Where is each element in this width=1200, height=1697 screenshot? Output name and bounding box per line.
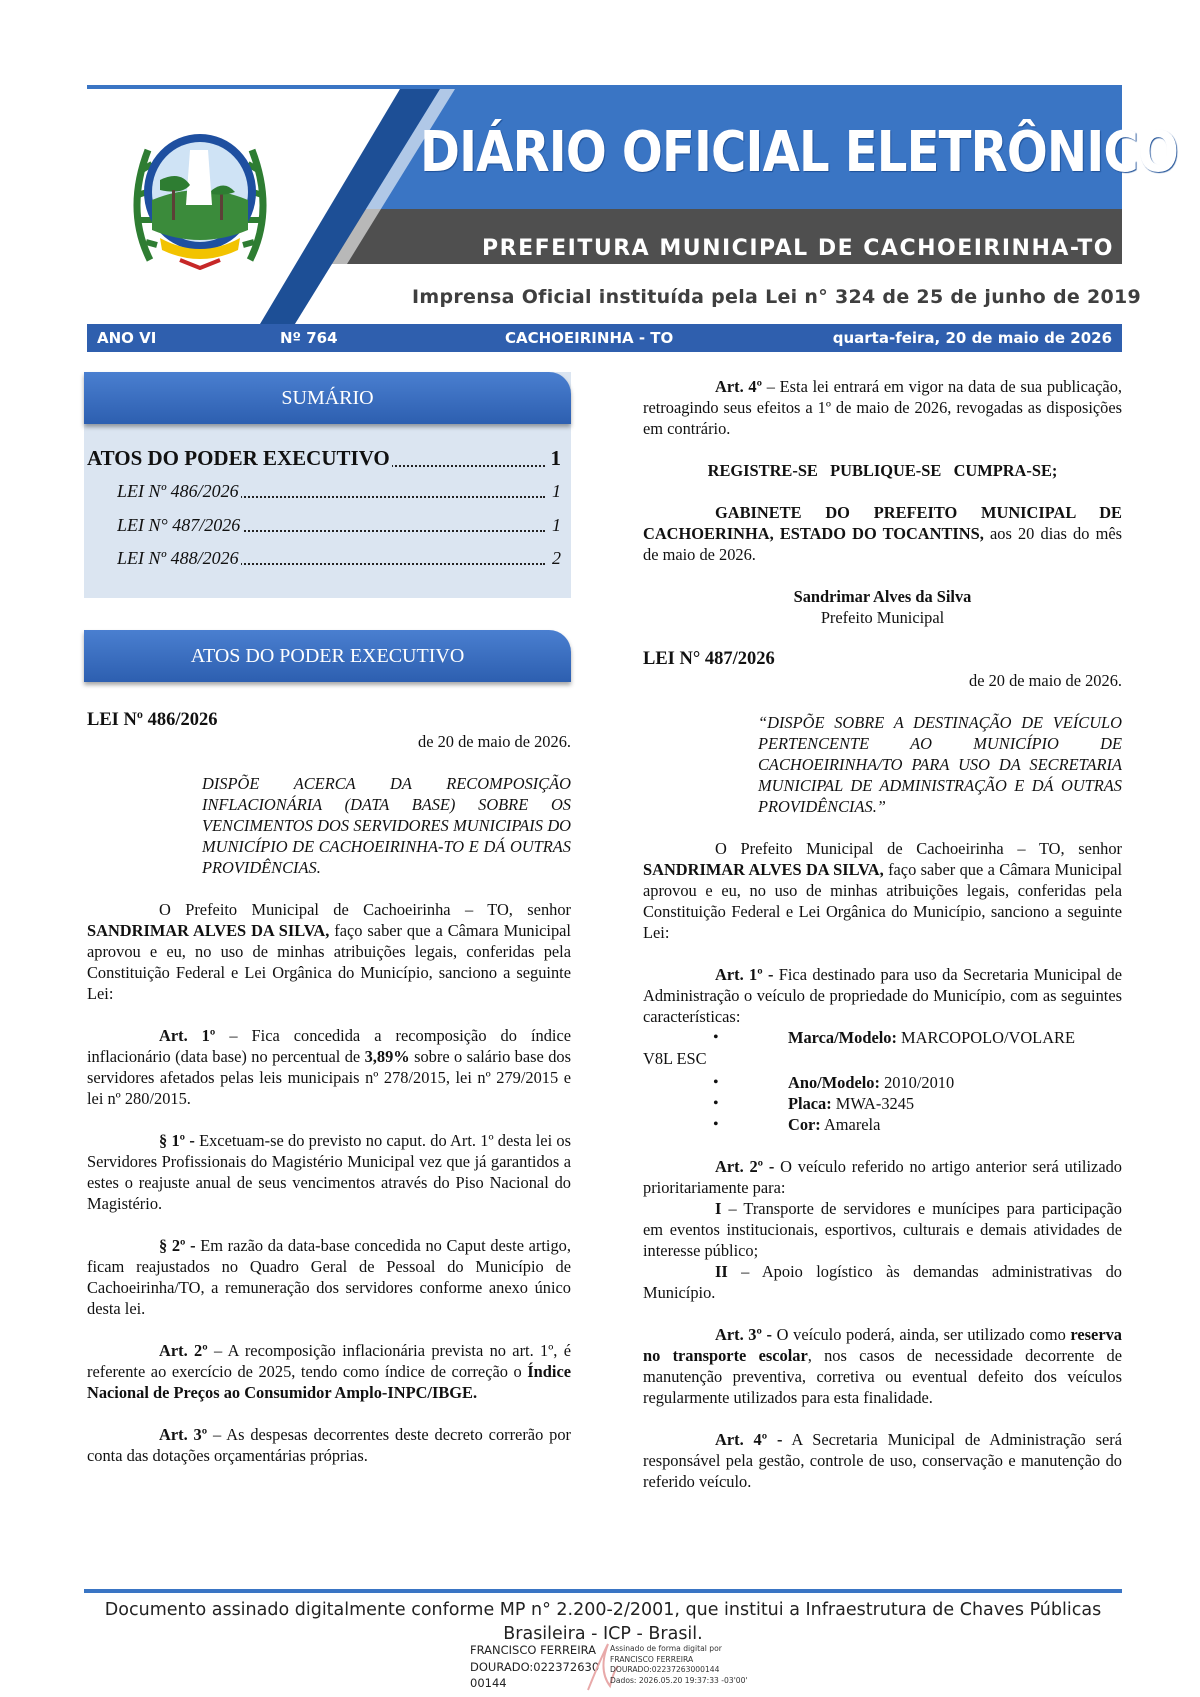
lei-487-intro [643,838,1122,943]
article-label: Art. 4º - [715,1430,783,1449]
article-text: , nos casos de necessidade decorrente de manutenção preventiva, corretiva ou eventual defeito dos veículos regularmente utilizados para esta finalidade. [643,1346,1122,1407]
inciso-label: I [715,1199,722,1218]
lei-487-art-3 [643,1324,1122,1408]
intro-text: faço saber que a Câmara Municipal aprovou e eu, no uso de minhas atribuições legais, conferidas pela Constituição Federal e Lei Orgânica do Município, sanciono a seguinte Lei: [87,921,571,1003]
article-label: Art. 1º - [715,965,774,984]
lei-486-paragraph-1 [87,1130,571,1214]
vehicle-field-value: Amarela [820,1115,881,1134]
vehicle-item-plate [643,1093,1122,1114]
vehicle-item-color [643,1114,1122,1135]
vehicle-field-label: Marca/Modelo: [788,1028,897,1047]
lei-487-ementa: “DISPÕE SOBRE A DESTINAÇÃO DE VEÍCULO PERTENCENTE AO MUNICÍPIO DE CACHOEIRINHA/TO PARA USO DA SECRETARIA MUNICIPAL DE ADMINISTRAÇÃO E DÁ OUTRAS PROVIDÊNCIAS.” [758,713,1122,816]
vehicle-item-model [643,1027,1122,1048]
footer-notice [84,1598,1122,1646]
footer-rule [84,1589,1122,1593]
lei-486-paragraph-2 [87,1235,571,1319]
intro-text: O Prefeito Municipal de Cachoeirinha – TO, senhor [715,839,1122,858]
publication-law-line: Imprensa Oficial instituída pela Lei n° 324 de 25 de junho de 2019 [412,286,1142,308]
registre-line: REGISTRE-SE PUBLIQUE-SE CUMPRA-SE; [707,461,1058,480]
article-text: Fica destinado para uso da Secretaria Municipal de Administração o veículo de propriedade do Município, com as seguintes características: [643,965,1122,1026]
lei-487-date: de 20 de maio de 2026. [969,671,1122,690]
footer-line-1: Documento assinado digitalmente conforme MP n° 2.200-2/2001, que institui a Infraestrutura de Chaves Públicas [104,1600,1102,1620]
vehicle-field-value: 2010/2010 [879,1073,955,1092]
article-text: – Fica concedida a recomposição do índice inflacionário (data base) no percentual de [87,1026,571,1066]
lei-486-ementa: DISPÕE ACERCA DA RECOMPOSIÇÃO INFLACIONÁRIA (DATA BASE) SOBRE OS VENCIMENTOS DOS SERVIDORES MUNICIPAIS DO MUNICÍPIO DE CACHOEIRINHA-TO E DÁ OUTRAS PROVIDÊNCIAS. [202,774,571,877]
article-text: O veículo poderá, ainda, ser utilizado como [772,1325,1071,1344]
gabinete-line [643,502,1122,565]
toc-entry-label: LEI Nº 488/2026 [117,548,239,568]
right-column [643,376,1122,1492]
signer-name: Sandrimar Alves da Silva [793,587,972,606]
toc-entry-page: 1 [552,481,561,501]
vehicle-field-label: Ano/Modelo: [788,1073,880,1092]
toc-entry-page: 1 [552,515,561,535]
lei-486-column [87,710,571,1466]
section-heading-atos: ATOS DO PODER EXECUTIVO [84,630,571,682]
inciso-text: – Apoio logístico às demandas administrativas do Município. [643,1262,1122,1302]
footer-line-2: Brasileira - ICP - Brasil. [503,1624,703,1644]
lei-486-art-4 [643,376,1122,439]
toc-entry-lei-486[interactable] [117,481,561,502]
paragraph-label: § 2º - [159,1236,196,1255]
lei-487-art-2 [643,1156,1122,1198]
edition-city: CACHOEIRINHA - TO [505,329,674,347]
lei-486-art-1 [87,1025,571,1109]
article-label: Art. 3º [159,1425,208,1444]
article-text: A Secretaria Municipal de Administração será responsável pela gestão, controle de uso, conservação e manutenção do referido veículo. [643,1430,1122,1491]
edition-date: quarta-feira, 20 de maio de 2026 [832,329,1112,347]
intro-text: O Prefeito Municipal de Cachoeirinha – TO, senhor [159,900,571,919]
vehicle-field-value: MARCOPOLO/VOLARE [896,1028,1075,1047]
lei-486-art-3 [87,1424,571,1466]
gabinete-date: aos 20 dias do mês de maio de 2026. [643,524,1122,564]
digital-signer-name: FRANCISCO FERREIRA DOURADO:022372630 00144 [470,1643,600,1690]
edition-info-bar [87,324,1122,352]
toc-entry-page: 1 [550,446,561,470]
lei-487-inciso-1 [643,1198,1122,1261]
vehicle-field-label: Placa: [788,1094,832,1113]
article-text: – A recomposição inflacionária prevista no art. 1º, é referente ao exercício de 2025, tendo como índice de correção o [87,1341,571,1381]
signer-role: Prefeito Municipal [820,608,945,627]
edition-number: Nº 764 [280,329,338,347]
article-text: – As despesas decorrentes deste decreto correrão por conta das dotações orçamentárias próprias. [87,1425,571,1465]
intro-text: faço saber que a Câmara Municipal aprovou e eu, no uso de minhas atribuições legais, conferidas pela Constituição Federal e Lei Orgânica do Município, sanciono a seguinte Lei: [643,860,1122,942]
paragraph-text: Excetuam-se do previsto no caput. do Art. 1º desta lei os Servidores Profissionais do Magistério Municipal vez que já garantidos a estes o reajuste anual de seus vencimentos através do Piso Nacional do Magistério. [87,1131,571,1213]
percentage-value: 3,89% [364,1047,410,1066]
paragraph-text: Em razão da data-base concedida no Caput deste artigo, ficam reajustados no Quadro Geral de Pessoal do Município de Cachoeirinha/TO, a remuneração dos servidores conforme anexo único desta lei. [87,1236,571,1318]
toc-entry-label: ATOS DO PODER EXECUTIVO [87,446,390,470]
toc-entry-atos[interactable] [87,446,561,471]
mayor-name: SANDRIMAR ALVES DA SILVA, [643,860,884,879]
publication-title: DIÁRIO OFICIAL ELETRÔNICO [420,120,1178,185]
toc-entry-page: 2 [552,548,561,568]
mayor-name: SANDRIMAR ALVES DA SILVA, [87,921,330,940]
publication-subtitle: PREFEITURA MUNICIPAL DE CACHOEIRINHA-TO [482,236,1115,261]
article-label: Art. 2º - [715,1157,775,1176]
article-label: Art. 2º [159,1341,208,1360]
digital-signature-info: Assinado de forma digital por FRANCISCO FERREIRA DOURADO:02237263000144 Dados: 2026.05.20 19:37:33 -03'00' [610,1644,748,1685]
lei-487-title: LEI N° 487/2026 [643,649,775,669]
paragraph-label: § 1º - [159,1131,195,1150]
lei-486-intro [87,899,571,1004]
article-label: Art. 1º [159,1026,216,1045]
article-label: Art. 4º [715,377,762,396]
inciso-text: – Transporte de servidores e munícipes para participação em eventos institucionais, esportivos, culturais e demais atividades de interesse público; [643,1199,1122,1260]
index-name: Índice Nacional de Preços ao Consumidor Amplo-INPC/IBGE. [87,1362,571,1402]
toc-entry-label: LEI Nº 486/2026 [117,481,239,501]
summary-heading: SUMÁRIO [84,372,571,424]
article-text: – Esta lei entrará em vigor na data de sua publicação, retroagindo seus efeitos a 1º de maio de 2026, revogadas as disposições em contrário. [643,377,1122,438]
edition-year: ANO VI [97,329,157,347]
lei-487-art-4 [643,1429,1122,1492]
lei-486-date: de 20 de maio de 2026. [418,732,571,751]
vehicle-item-year [643,1072,1122,1093]
lei-487-art-1 [643,964,1122,1027]
lei-486-art-2 [87,1340,571,1403]
inciso-label: II [715,1262,728,1281]
vehicle-field-label: Cor: [788,1115,821,1134]
vehicle-field-value: MWA-3245 [831,1094,915,1113]
toc-entry-label: LEI N° 487/2026 [117,515,241,535]
gabinete-text: GABINETE DO PREFEITO MUNICIPAL DE CACHOERINHA, ESTADO DO TOCANTINS, [643,503,1122,543]
article-text: sobre o salário base dos servidores afetados pelas leis municipais nº 278/2015, lei nº 279/2015 e lei nº 280/2015. [87,1047,571,1108]
lei-486-title: LEI Nº 486/2026 [87,710,218,730]
toc-entry-lei-488[interactable] [117,548,561,569]
lei-487-inciso-2 [643,1261,1122,1303]
article-text: O veículo referido no artigo anterior será utilizado prioritariamente para: [643,1157,1122,1197]
article-label: Art. 3º - [715,1325,773,1344]
vehicle-model-continuation: V8L ESC [643,1049,707,1068]
toc-entry-lei-487[interactable] [117,515,561,536]
article-emphasis: reserva no transporte escolar [643,1325,1122,1365]
